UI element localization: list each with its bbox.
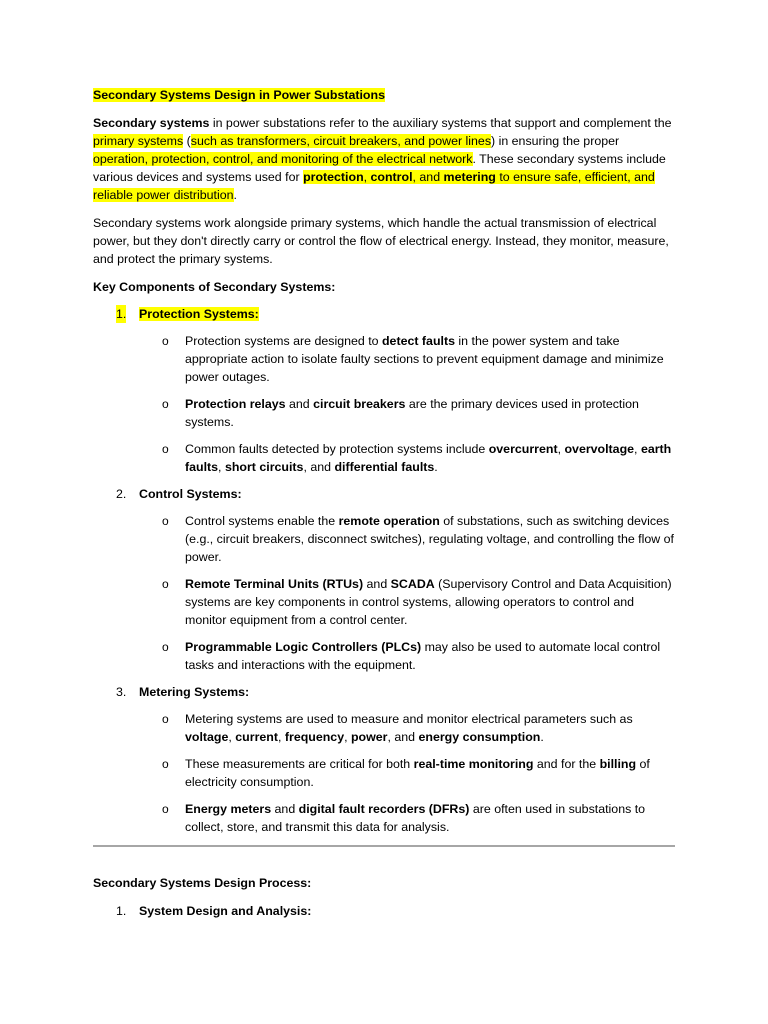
section-control-systems <box>93 485 675 503</box>
section-metering-systems <box>93 683 675 701</box>
horizontal-rule <box>93 845 675 847</box>
list-number: 2. <box>116 487 127 501</box>
bullet-marker: o <box>162 514 169 528</box>
bullet-marker: o <box>162 577 169 591</box>
document-body <box>93 86 675 929</box>
section-label: Protection Systems: <box>139 307 259 321</box>
section-label: Metering Systems: <box>139 685 250 699</box>
document-title: Secondary Systems Design in Power Substations <box>93 88 385 102</box>
list-item: o These measurements are critical for both real-time monitoring and for the billing of electricity consumption. <box>162 757 650 789</box>
key-components-heading: Key Components of Secondary Systems: <box>93 280 336 294</box>
bullet-marker: o <box>162 397 169 411</box>
bullet-marker: o <box>162 712 169 726</box>
bullet-marker: o <box>162 640 169 654</box>
list-number: 3. <box>116 685 127 699</box>
metering-bullets <box>93 710 675 836</box>
list-item: o Protection systems are designed to detect faults in the power system and take appropriate action to isolate faulty sections to prevent equipment damage and minimize power outages. <box>162 334 664 384</box>
bullet-marker: o <box>162 802 169 816</box>
section-system-design-analysis <box>93 902 675 920</box>
list-item: o Metering systems are used to measure and monitor electrical parameters such as voltage, current, frequency, power, and energy consumption. <box>162 712 633 744</box>
list-item: o Remote Terminal Units (RTUs) and SCADA (Supervisory Control and Data Acquisition) systems are key components in control systems, allowing operators to control and monitor equipment from a control center. <box>162 577 672 627</box>
protection-bullets <box>93 332 675 476</box>
list-item: o Control systems enable the remote operation of substations, such as switching devices (e.g., circuit breakers, disconnect switches), regulating voltage, and controlling the flow of power. <box>162 514 674 564</box>
control-bullets <box>93 512 675 674</box>
section-label: System Design and Analysis: <box>139 904 312 918</box>
context-paragraph: Secondary systems work alongside primary systems, which handle the actual transmission of electrical power, but they don't directly carry or control the flow of electrical energy. Instead, they monitor, measure, and protect the primary systems. <box>93 216 669 266</box>
bullet-marker: o <box>162 757 169 771</box>
bullet-marker: o <box>162 442 169 456</box>
list-number: 1. <box>116 904 127 918</box>
list-item: o Protection relays and circuit breakers are the primary devices used in protection systems. <box>162 397 639 429</box>
list-item: o Energy meters and digital fault recorders (DFRs) are often used in substations to collect, store, and transmit this data for analysis. <box>162 802 646 834</box>
section-protection-systems <box>93 305 675 323</box>
intro-paragraph: Secondary systems in power substations refer to the auxiliary systems that support and complement the primary systems (such as transformers, circuit breakers, and power lines) in ensuring the proper operation, protection, control, and monitoring of the electrical network. These secondary systems include various devices and systems used for protection, control, and metering to ensure safe, efficient, and reliable power distribution. <box>93 116 672 202</box>
list-number: 1. <box>116 307 127 321</box>
list-item: o Programmable Logic Controllers (PLCs) may also be used to automate local control tasks and interactions with the equipment. <box>162 640 661 672</box>
list-item: o Common faults detected by protection systems include overcurrent, overvoltage, earth faults, short circuits, and differential faults. <box>162 442 672 474</box>
bullet-marker: o <box>162 334 169 348</box>
section-label: Control Systems: <box>139 487 242 501</box>
design-process-heading: Secondary Systems Design Process: <box>93 876 312 890</box>
